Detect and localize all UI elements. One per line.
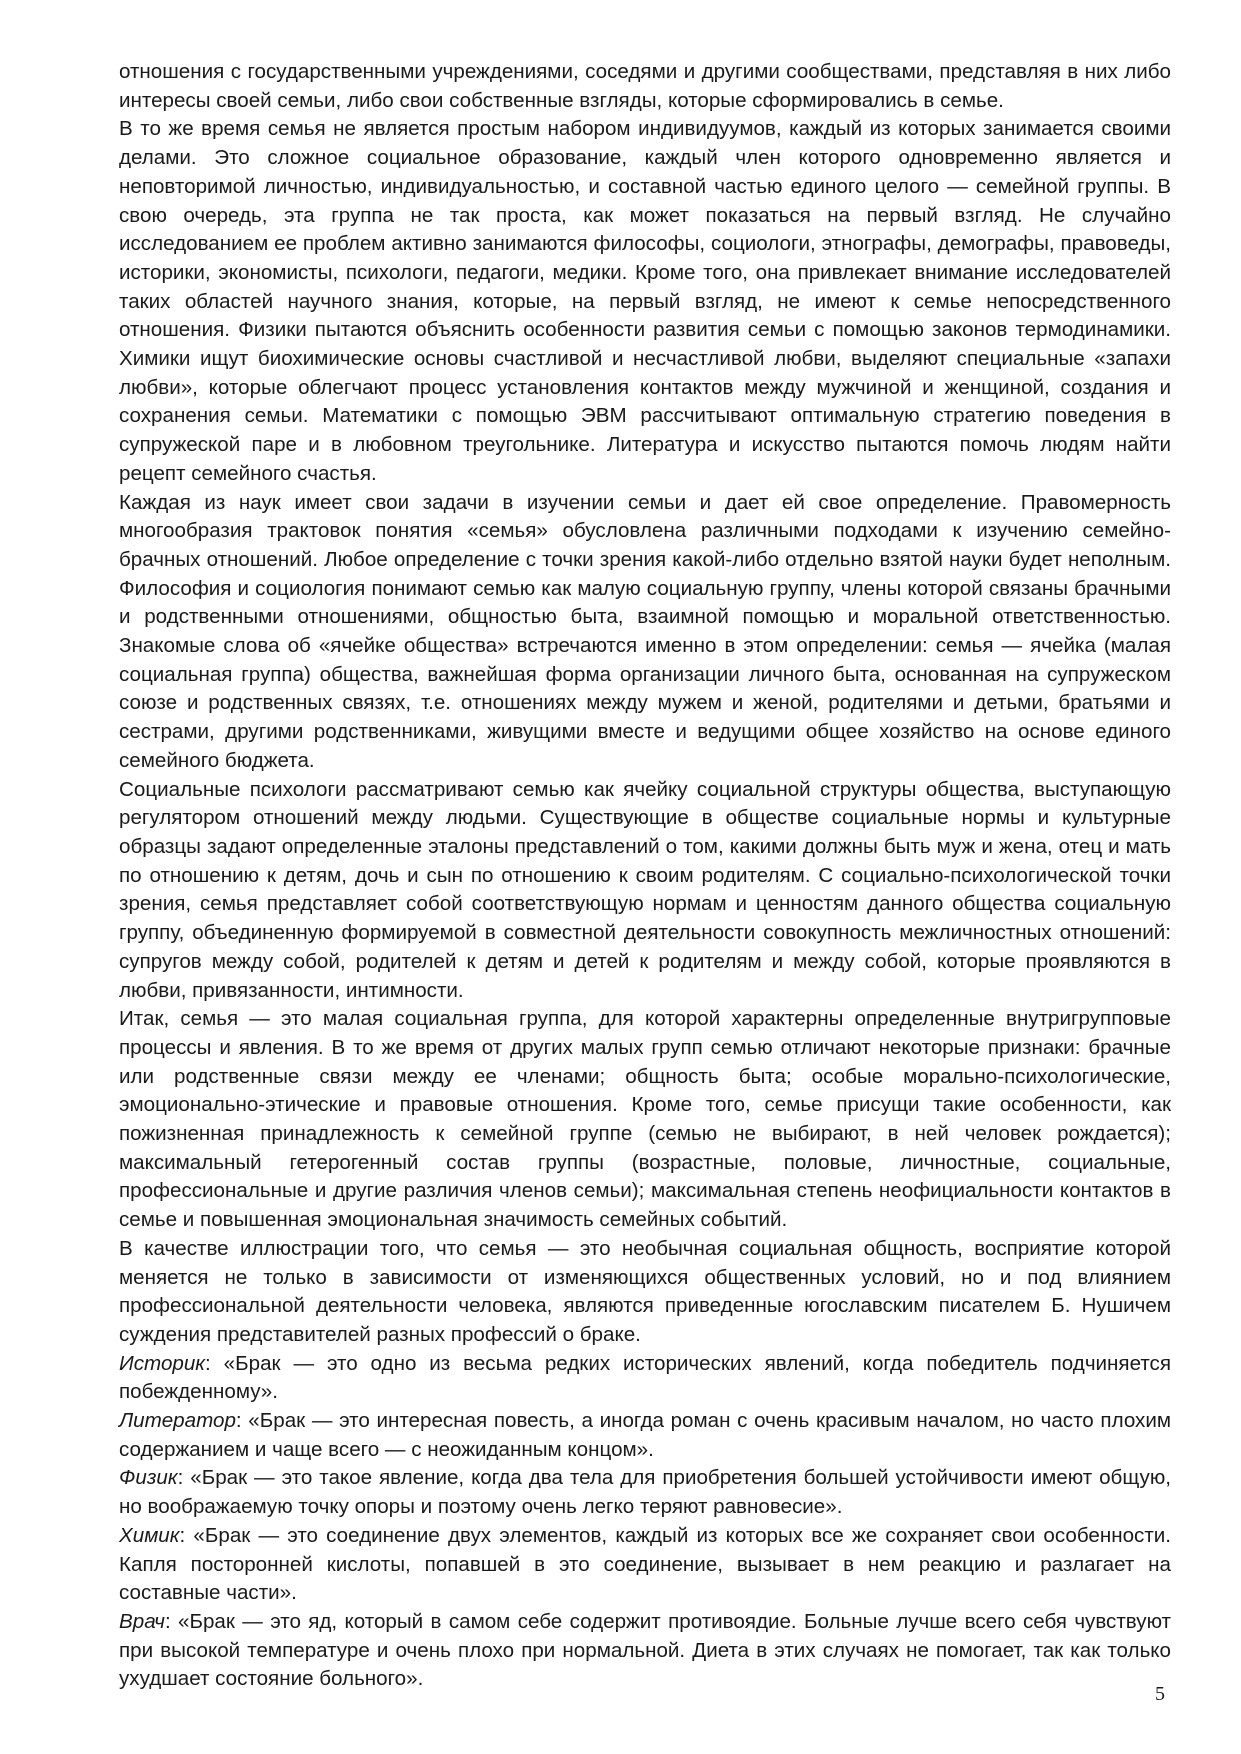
quote-speaker: Историк [119, 1351, 206, 1375]
paragraph-definitions-of-family: Каждая из наук имеет свои задачи в изучении семьи и дает ей свое определение. Правомерность многообразия трактовок понятия «семья» обусловлена различными подходами к изучению семейно-брачных отношений. Любое определение с точки зрения какой-либо отдельно взятой науки будет неполным. Философия и социология понимают семью как малую социальную группу, члены которой связаны брачными и родственными отношениями, общностью быта, взаимной помощью и моральной ответственностью. Знакомые слова об «ячейке общества» встречаются именно в этом определении: семья — ячейка (малая социальная группа) общества, важнейшая форма организации личного быта, основанная на супружеском союзе и родственных связях, т.е. отношениях между мужем и женой, родителями и детьми, братьями и сестрами, другими родственниками, живущими вместе и ведущими общее хозяйство на основе единого семейного бюджета. [119, 490, 1171, 772]
document-body [119, 58, 1171, 1694]
quote-text: : «Брак — это такое явление, когда два тела для приобретения большей устойчивости имеют общую, но воображаемую точку опоры и поэтому очень легко теряют равновесие». [119, 1466, 1171, 1519]
quote-doctor [119, 1608, 1171, 1694]
quote-speaker: Химик [119, 1523, 180, 1547]
quote-text: : «Брак — это одно из весьма редких исторических явлений, когда победитель подчиняется побежденному». [119, 1351, 1171, 1404]
quote-chemist [119, 1522, 1171, 1608]
quote-physicist [119, 1464, 1171, 1521]
paragraph-nusic-illustration: В качестве иллюстрации того, что семья — это необычная социальная общность, восприятие которой меняется не только в зависимости от изменяющихся общественных условий, но и под влиянием профессиональной деятельности человека, являются приведенные югославским писателем Б. Нушичем суждения представителей разных профессий о браке. [119, 1236, 1171, 1346]
paragraph-social-psychologists: Социальные психологи рассматривают семью как ячейку социальной структуры общества, выступающую регулятором отношений между людьми. Существующие в обществе социальные нормы и культурные образцы задают определенные эталоны представлений о том, какими должны быть муж и жена, отец и мать по отношению к детям, дочь и сын по отношению к своим родителям. С социально-психологической точки зрения, семья представляет собой соответствующую нормам и ценностям данного общества социальную группу, объединенную формируемой в совместной деятельности совокупность межличностных отношений: супругов между собой, родителей к детям и детей к родителям и между собой, которые проявляются в любви, привязанности, интимности. [119, 777, 1171, 1002]
quote-speaker: Литератор [119, 1409, 236, 1433]
paragraph-family-relations: отношения с государственными учреждениями, соседями и другими сообществами, представляя в них либо интересы своей семьи, либо свои собственные взгляды, которые сформировались в семье. [119, 60, 1171, 112]
quote-speaker: Врач [119, 1609, 165, 1633]
page-number: 5 [1155, 1683, 1165, 1705]
quote-speaker: Физик [119, 1466, 178, 1490]
paragraph-family-small-group: Итак, семья — это малая социальная группа, для которой характерны определенные внутригрупповые процессы и явления. В то же время от других малых групп семью отличают некоторые признаки: брачные или родственные связи между ее членами; общность быта; особые морально-психологические, эмоционально-этические и правовые отношения. Кроме того, семье присущи такие особенности, как пожизненная принадлежность к семейной группе (семью не выбирают, в ней человек рождается); максимальный гетерогенный состав группы (возрастные, половые, личностные, социальные, профессиональные и другие различия членов семьи); максимальная степень неофициальности контактов в семье и повышенная эмоциональная значимость семейных событий. [119, 1007, 1171, 1232]
paragraph-family-as-complex-entity: В то же время семья не является простым набором индивидуумов, каждый из которых занимается своими делами. Это сложное социальное образование, каждый член которого одновременно является и неповторимой личностью, индивидуальностью, и составной частью единого целого — семейной группы. В свою очередь, эта группа не так проста, как может показаться на первый взгляд. Не случайно исследованием ее проблем активно занимаются философы, социологи, этнографы, демографы, правоведы, историки, экономисты, психологи, педагоги, медики. Кроме того, она привлекает внимание исследователей таких областей научного знания, которые, на первый взгляд, не имеют к семье непосредственного отношения. Физики пытаются объяснить особенности развития семьи с помощью законов термодинамики. Химики ищут биохимические основы счастливой и несчастливой любви, выделяют специальные «запахи любви», которые облегчают процесс установления контактов между мужчиной и женщиной, создания и сохранения семьи. Математики с помощью ЭВМ рассчитывают оптимальную стратегию поведения в супружеской паре и в любовном треугольнике. Литература и искусство пытаются помочь людям найти рецепт семейного счастья. [119, 117, 1171, 485]
quote-text: : «Брак — это соединение двух элементов, каждый из которых все же сохраняет свои особенности. Капля посторонней кислоты, попавшей в это соединение, вызывает в нем реакцию и разлагает на составные части». [119, 1523, 1171, 1605]
quote-text: : «Брак — это яд, который в самом себе содержит противоядие. Больные лучше всего себя чувствуют при высокой температуре и очень плохо при нормальной. Диета в этих случаях не помогает, так как только ухудшает состояние больного». [119, 1609, 1171, 1691]
quote-writer [119, 1407, 1171, 1464]
quote-text: : «Брак — это интересная повесть, а иногда роман с очень красивым началом, но часто плохим содержанием и чаще всего — с неожиданным концом». [119, 1409, 1171, 1461]
quote-historian [119, 1350, 1171, 1407]
